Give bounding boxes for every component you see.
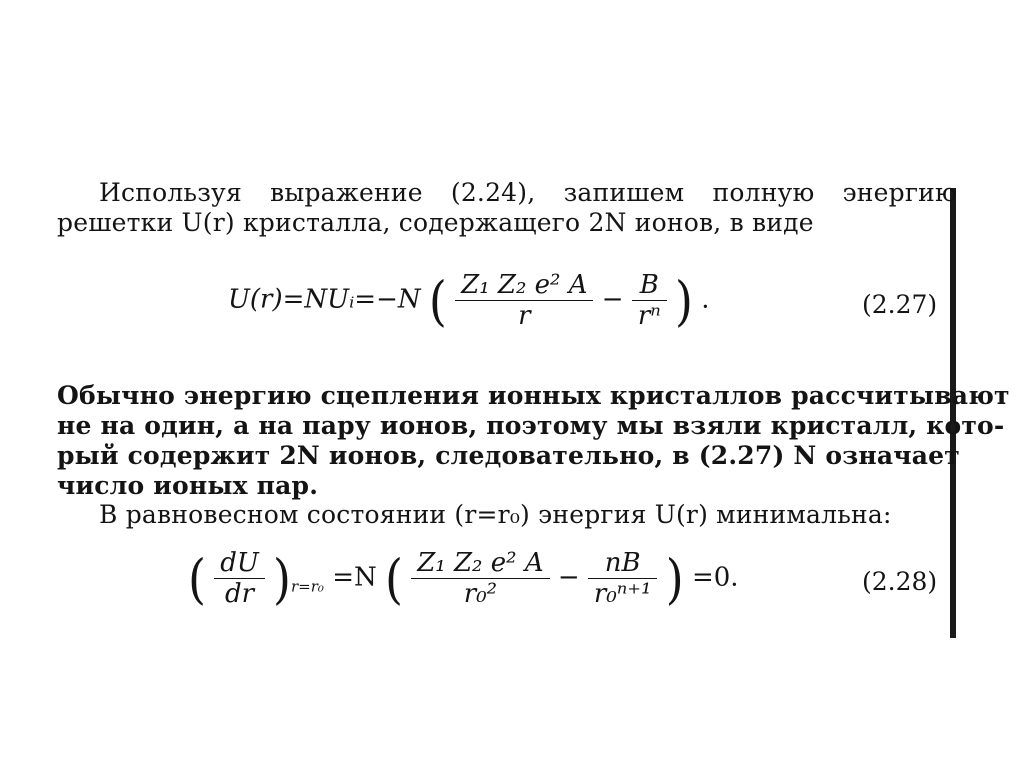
- paragraph-3-line-1: В равновесном состоянии (r=r₀) энергия U(r) минимальна:: [99, 500, 892, 529]
- paragraph-2-line-2: не на один, а на пару ионов, поэтому мы взяли кристалл, кото-: [57, 411, 1005, 440]
- paragraph-2-line-3: рый содержит 2N ионов, следовательно, в (2.27) N означает: [57, 441, 960, 470]
- eq2-end: =0.: [691, 562, 739, 593]
- eq2-equals-n: =N: [332, 562, 377, 593]
- eq1-fraction-1-denominator: r: [518, 301, 531, 331]
- eq1-close-paren: ): [675, 269, 693, 332]
- eq2-fraction-2-denominator: r₀ⁿ⁺¹: [593, 579, 652, 609]
- eq1-end: .: [701, 284, 710, 315]
- eq1-lhs: U(r)=NUᵢ=−N: [228, 284, 421, 315]
- eq1-fraction-2-numerator: B: [632, 270, 667, 301]
- eq2-derivative-denominator: dr: [224, 579, 255, 609]
- paragraph-2: [57, 381, 1010, 501]
- paragraph-3: [57, 500, 957, 530]
- paragraph-2-line-1: Обычно энергию сцепления ионных кристаллов рассчитывают: [57, 381, 1010, 410]
- paragraph-1-line-1: Используя выражение (2.24), запишем полную энергию: [99, 178, 957, 207]
- eq2-open-paren-1: (: [188, 547, 206, 610]
- eq2-derivative-numerator: dU: [214, 548, 265, 579]
- equation-2-28: [188, 548, 739, 609]
- paragraph-1: [57, 178, 957, 238]
- eq1-minus: −: [601, 284, 624, 315]
- eq2-fraction-1-numerator: Z₁ Z₂ e² A: [411, 548, 549, 579]
- equation-number-2-28: (2.28): [862, 567, 938, 596]
- eq1-fraction-2: [632, 270, 667, 331]
- eq2-minus: −: [557, 562, 580, 593]
- eq1-fraction-1-numerator: Z₁ Z₂ e² A: [455, 270, 593, 301]
- eq2-derivative: [214, 548, 265, 609]
- eq2-fraction-1: [411, 548, 549, 609]
- eq2-subscript: r=r₀: [291, 577, 324, 596]
- eq2-fraction-2-numerator: nB: [588, 548, 658, 579]
- eq1-open-paren: (: [428, 269, 447, 332]
- eq2-close-paren-2: ): [665, 547, 684, 610]
- eq2-open-paren-2: (: [385, 547, 403, 610]
- eq2-fraction-1-denominator: r₀²: [463, 579, 498, 609]
- eq1-fraction-2-denominator: rⁿ: [637, 301, 661, 331]
- eq1-fraction-1: [455, 270, 593, 331]
- eq2-close-paren-1: ): [273, 547, 291, 610]
- eq2-fraction-2: [588, 548, 658, 609]
- paragraph-1-line-2: решетки U(r) кристалла, содержащего 2N ионов, в виде: [57, 208, 814, 237]
- paragraph-2-line-4: число ионых пар.: [57, 471, 319, 500]
- equation-2-27: [228, 270, 710, 331]
- equation-number-2-27: (2.27): [862, 290, 938, 319]
